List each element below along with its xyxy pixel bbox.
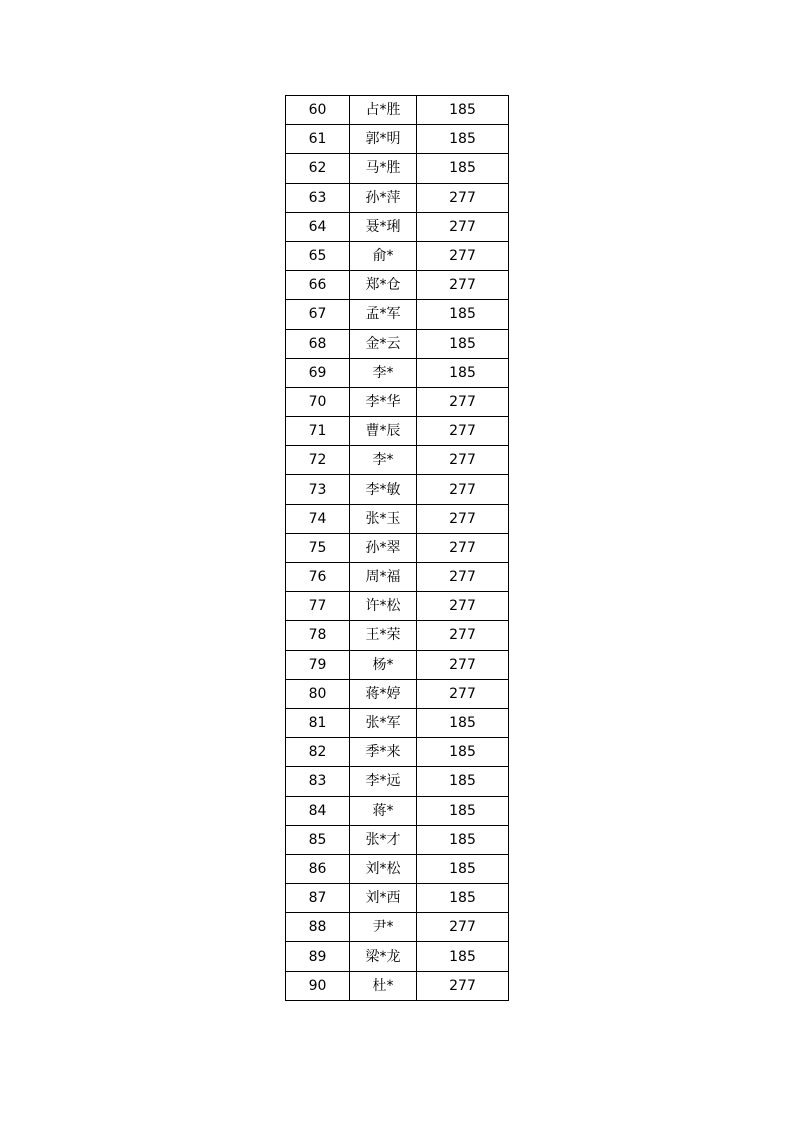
row-number-cell: 76 (286, 563, 350, 592)
name-cell: 张*军 (350, 708, 417, 737)
row-number-cell: 63 (286, 183, 350, 212)
amount-cell: 277 (417, 183, 509, 212)
amount-cell: 277 (417, 679, 509, 708)
table-row (286, 884, 509, 913)
row-number-cell: 77 (286, 592, 350, 621)
row-number-cell: 84 (286, 796, 350, 825)
row-number-cell: 75 (286, 533, 350, 562)
table-row (286, 125, 509, 154)
table-row (286, 738, 509, 767)
row-number-cell: 82 (286, 738, 350, 767)
row-number-cell: 88 (286, 913, 350, 942)
table-row (286, 271, 509, 300)
row-number-cell: 64 (286, 212, 350, 241)
row-number-cell: 80 (286, 679, 350, 708)
amount-cell: 185 (417, 708, 509, 737)
table-row (286, 679, 509, 708)
name-cell: 李*敏 (350, 475, 417, 504)
name-cell: 杜* (350, 971, 417, 1000)
row-number-cell: 71 (286, 417, 350, 446)
name-cell: 王*荣 (350, 621, 417, 650)
table-row (286, 825, 509, 854)
table-row (286, 387, 509, 416)
row-number-cell: 86 (286, 854, 350, 883)
amount-cell: 277 (417, 271, 509, 300)
amount-cell: 277 (417, 241, 509, 270)
name-cell: 季*来 (350, 738, 417, 767)
name-cell: 孙*萍 (350, 183, 417, 212)
amount-cell: 185 (417, 884, 509, 913)
amount-cell: 185 (417, 358, 509, 387)
row-number-cell: 85 (286, 825, 350, 854)
table-row (286, 446, 509, 475)
roster-table (285, 95, 509, 1001)
name-cell: 张*玉 (350, 504, 417, 533)
row-number-cell: 83 (286, 767, 350, 796)
row-number-cell: 79 (286, 650, 350, 679)
name-cell: 马*胜 (350, 154, 417, 183)
table-row (286, 300, 509, 329)
name-cell: 梁*龙 (350, 942, 417, 971)
name-cell: 刘*西 (350, 884, 417, 913)
name-cell: 蒋*婷 (350, 679, 417, 708)
amount-cell: 277 (417, 650, 509, 679)
table-row (286, 708, 509, 737)
amount-cell: 277 (417, 446, 509, 475)
amount-cell: 185 (417, 825, 509, 854)
amount-cell: 277 (417, 621, 509, 650)
name-cell: 李* (350, 446, 417, 475)
row-number-cell: 90 (286, 971, 350, 1000)
table-row (286, 767, 509, 796)
name-cell: 周*福 (350, 563, 417, 592)
name-cell: 杨* (350, 650, 417, 679)
table-row (286, 417, 509, 446)
name-cell: 刘*松 (350, 854, 417, 883)
name-cell: 李*远 (350, 767, 417, 796)
amount-cell: 185 (417, 796, 509, 825)
table-row (286, 533, 509, 562)
name-cell: 占*胜 (350, 96, 417, 125)
amount-cell: 277 (417, 592, 509, 621)
row-number-cell: 62 (286, 154, 350, 183)
name-cell: 聂*琍 (350, 212, 417, 241)
name-cell: 李*华 (350, 387, 417, 416)
table-row (286, 942, 509, 971)
row-number-cell: 68 (286, 329, 350, 358)
amount-cell: 277 (417, 387, 509, 416)
amount-cell: 277 (417, 533, 509, 562)
name-cell: 尹* (350, 913, 417, 942)
row-number-cell: 72 (286, 446, 350, 475)
amount-cell: 185 (417, 96, 509, 125)
table-row (286, 154, 509, 183)
table-row (286, 504, 509, 533)
amount-cell: 185 (417, 738, 509, 767)
table-row (286, 971, 509, 1000)
table-row (286, 475, 509, 504)
table-row (286, 592, 509, 621)
row-number-cell: 69 (286, 358, 350, 387)
row-number-cell: 87 (286, 884, 350, 913)
amount-cell: 185 (417, 942, 509, 971)
row-number-cell: 65 (286, 241, 350, 270)
table-row (286, 241, 509, 270)
table-row (286, 854, 509, 883)
row-number-cell: 66 (286, 271, 350, 300)
row-number-cell: 60 (286, 96, 350, 125)
amount-cell: 185 (417, 767, 509, 796)
name-cell: 孙*翠 (350, 533, 417, 562)
table-row (286, 96, 509, 125)
row-number-cell: 89 (286, 942, 350, 971)
name-cell: 许*松 (350, 592, 417, 621)
table-row (286, 358, 509, 387)
name-cell: 张*才 (350, 825, 417, 854)
row-number-cell: 73 (286, 475, 350, 504)
name-cell: 郑*仓 (350, 271, 417, 300)
row-number-cell: 61 (286, 125, 350, 154)
table-row (286, 796, 509, 825)
table-row (286, 183, 509, 212)
roster-table-body (286, 96, 509, 1001)
amount-cell: 185 (417, 329, 509, 358)
name-cell: 郭*明 (350, 125, 417, 154)
name-cell: 孟*军 (350, 300, 417, 329)
name-cell: 蒋* (350, 796, 417, 825)
row-number-cell: 70 (286, 387, 350, 416)
amount-cell: 185 (417, 854, 509, 883)
amount-cell: 277 (417, 212, 509, 241)
name-cell: 金*云 (350, 329, 417, 358)
amount-cell: 185 (417, 154, 509, 183)
amount-cell: 277 (417, 971, 509, 1000)
name-cell: 曹*辰 (350, 417, 417, 446)
name-cell: 俞* (350, 241, 417, 270)
row-number-cell: 67 (286, 300, 350, 329)
table-row (286, 329, 509, 358)
amount-cell: 277 (417, 475, 509, 504)
amount-cell: 277 (417, 563, 509, 592)
amount-cell: 277 (417, 417, 509, 446)
name-cell: 李* (350, 358, 417, 387)
table-row (286, 650, 509, 679)
amount-cell: 185 (417, 125, 509, 154)
row-number-cell: 81 (286, 708, 350, 737)
table-row (286, 212, 509, 241)
row-number-cell: 74 (286, 504, 350, 533)
amount-cell: 185 (417, 300, 509, 329)
row-number-cell: 78 (286, 621, 350, 650)
table-row (286, 621, 509, 650)
table-row (286, 913, 509, 942)
amount-cell: 277 (417, 504, 509, 533)
amount-cell: 277 (417, 913, 509, 942)
table-row (286, 563, 509, 592)
